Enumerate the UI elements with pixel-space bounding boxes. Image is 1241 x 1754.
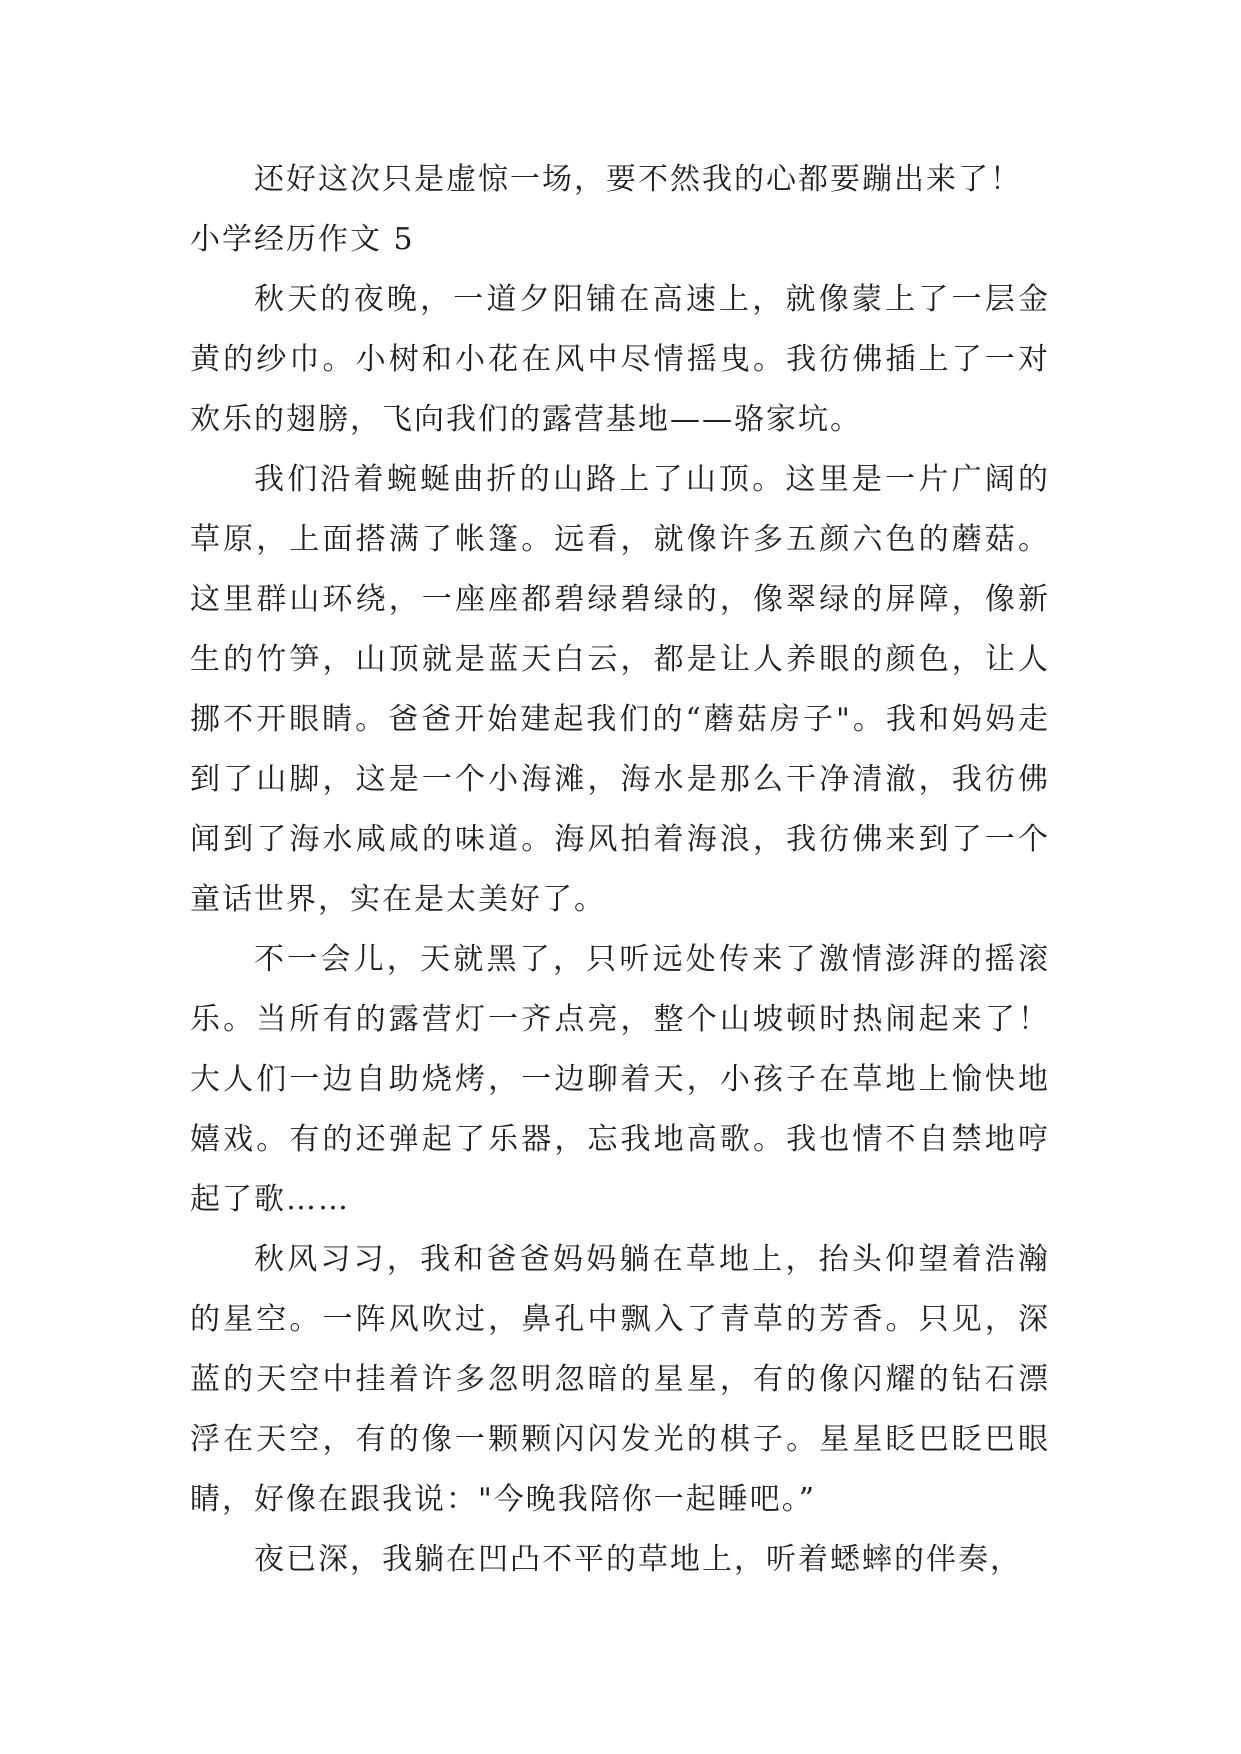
- paragraph-1: 秋天的夜晚，一道夕阳铺在高速上，就像蒙上了一层金黄的纱巾。小树和小花在风中尽情摇曳。我彷佛插上了一对欢乐的翅膀，飞向我们的露营基地——骆家坑。: [190, 282, 1050, 437]
- opening-paragraph: 还好这次只是虚惊一场，要不然我的心都要蹦出来了！: [254, 162, 1022, 197]
- document-page: [190, 150, 1050, 1590]
- paragraph-3: 不一会儿，天就黑了，只听远处传来了激情澎湃的摇滚乐。当所有的露营灯一齐点亮，整个山坡顿时热闹起来了！大人们一边自助烧烤，一边聊着天，小孩子在草地上愉快地嬉戏。有的还弹起了乐器，忘我地高歌。我也情不自禁地哼起了歌……: [190, 942, 1050, 1217]
- paragraph-4: 秋风习习，我和爸爸妈妈躺在草地上，抬头仰望着浩瀚的星空。一阵风吹过，鼻孔中飘入了青草的芳香。只见，深蓝的天空中挂着许多忽明忽暗的星星，有的像闪耀的钻石漂浮在天空，有的像一颗颗闪闪发光的棋子。星星眨巴眨巴眼睛，好像在跟我说："今晚我陪你一起睡吧。”: [190, 1242, 1050, 1517]
- paragraph-5: 夜已深，我躺在凹凸不平的草地上，听着蟋蟀的伴奏，: [254, 1542, 1022, 1577]
- paragraph-2: 我们沿着蜿蜒曲折的山路上了山顶。这里是一片广阔的草原，上面搭满了帐篷。远看，就像许多五颜六色的蘑菇。这里群山环绕，一座座都碧绿碧绿的，像翠绿的屏障，像新生的竹笋，山顶就是蓝天白云，都是让人养眼的颜色，让人挪不开眼睛。爸爸开始建起我们的“蘑菇房子"。我和妈妈走到了山脚，这是一个小海滩，海水是那么干净清澈，我彷佛闻到了海水咸咸的味道。海风拍着海浪，我彷佛来到了一个童话世界，实在是太美好了。: [190, 462, 1050, 917]
- essay-title: 小学经历作文 5: [190, 222, 415, 257]
